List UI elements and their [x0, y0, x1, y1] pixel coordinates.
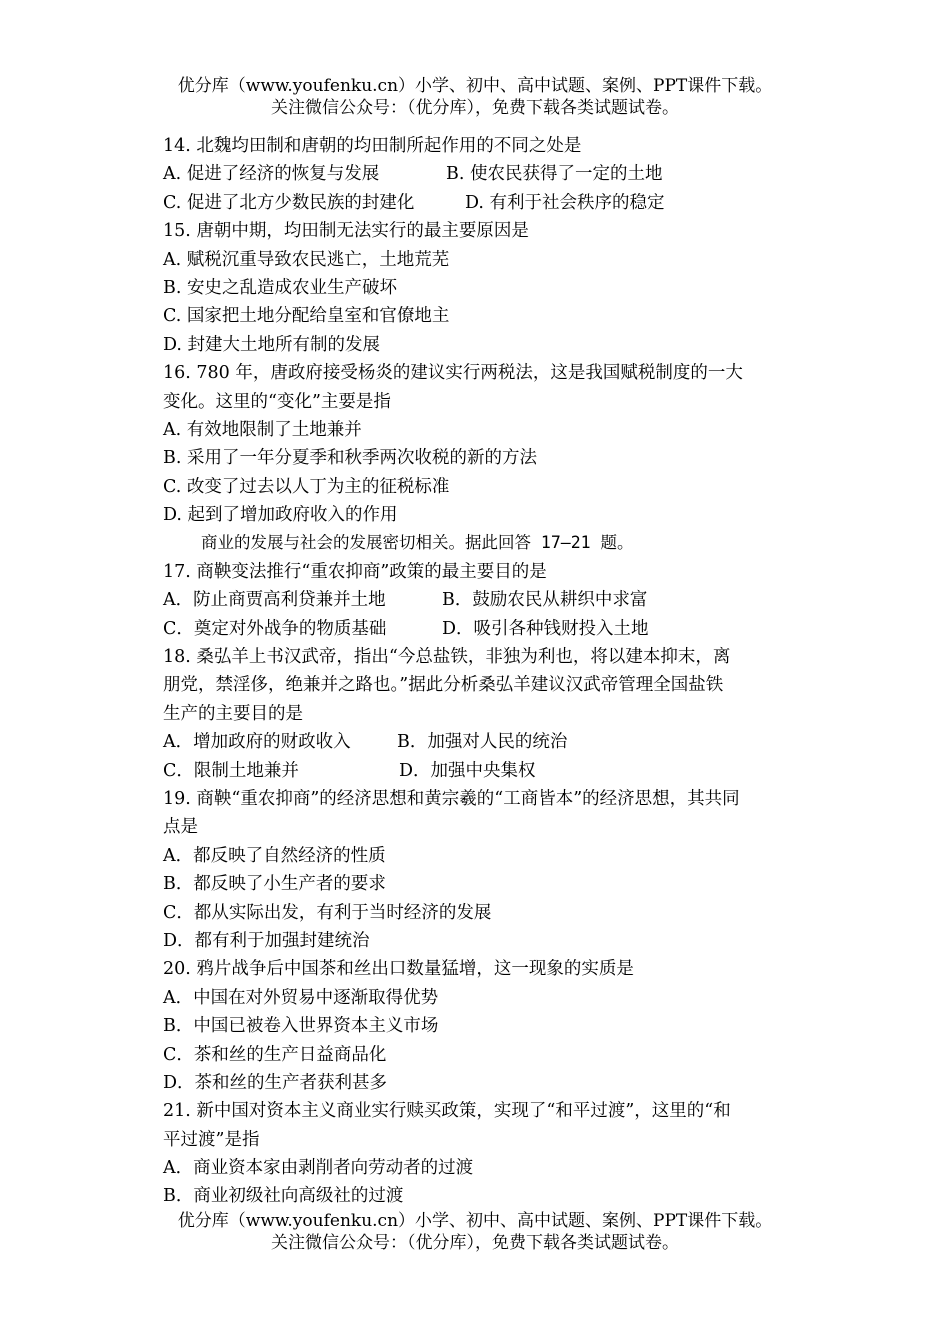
question-20	[163, 955, 793, 1097]
option-row	[163, 160, 793, 188]
option-d: D．茶和丝的生产者获利甚多	[163, 1072, 388, 1093]
option-b: B．中国已被卷入世界资本主义市场	[163, 1016, 439, 1037]
header-line-2: 关注微信公众号：（优分库），免费下载各类试题试卷。	[271, 98, 679, 118]
option-b: B. 采用了一年分夏季和秋季两次收税的新的方法	[163, 448, 537, 469]
option-c: C．都从实际出发，有利于当时经济的发展	[163, 902, 492, 923]
page-footer	[0, 1210, 950, 1254]
question-stem: 20. 鸦片战争后中国茶和丝出口数量猛增，这一现象的实质是	[163, 959, 634, 980]
option-d: D．都有利于加强封建统治	[163, 930, 370, 951]
option-c: C．限制土地兼并	[163, 760, 299, 781]
option-b: B. 使农民获得了一定的土地	[446, 164, 663, 185]
option-d: D. 有利于社会秩序的稳定	[465, 192, 665, 213]
option-c: C. 促进了北方少数民族的封建化	[163, 192, 415, 213]
option-d: D．加强中央集权	[399, 760, 536, 781]
question-stem-line-2: 变化。这里的“变化”主要是指	[163, 391, 391, 412]
question-stem-line-2: 朋党，禁淫侈，绝兼并之路也。”据此分析桑弘羊建议汉武帝管理全国盐铁	[163, 675, 724, 696]
option-a: A．商业资本家由剥削者向劳动者的过渡	[163, 1158, 474, 1179]
question-18	[163, 643, 793, 785]
question-stem-line-1: 16. 780 年，唐政府接受杨炎的建议实行两税法，这是我国赋税制度的一大	[163, 363, 743, 384]
question-stem: 15. 唐朝中期，均田制无法实行的最主要原因是	[163, 221, 529, 242]
option-b: B．都反映了小生产者的要求	[163, 874, 386, 895]
option-d: D．吸引各种钱财投入土地	[442, 618, 649, 639]
option-c: C. 改变了过去以人丁为主的征税标准	[163, 476, 450, 497]
option-b: B．商业初级社向高级社的过渡	[163, 1186, 404, 1207]
option-row	[163, 615, 793, 643]
option-a: A. 促进了经济的恢复与发展	[163, 164, 380, 185]
option-b: B．鼓励农民从耕织中求富	[442, 590, 648, 611]
question-stem-line-2: 点是	[163, 817, 198, 838]
question-16	[163, 359, 793, 529]
option-c: C．奠定对外战争的物质基础	[163, 618, 387, 639]
question-stem-line-1: 21. 新中国对资本主义商业实行赎买政策，实现了“和平过渡”，这里的“和	[163, 1101, 731, 1122]
question-stem-line-1: 18. 桑弘羊上书汉武帝，指出“今总盐铁，非独为利也，将以建本抑末，离	[163, 647, 731, 668]
option-a: A．防止商贾高利贷兼并土地	[163, 590, 386, 611]
option-b: B. 安史之乱造成农业生产破坏	[163, 277, 397, 298]
question-15	[163, 217, 793, 359]
header-line-1: 优分库（www.youfenku.cn）小学、初中、高中试题、案例、PPT课件下载。	[177, 76, 773, 96]
question-19	[163, 785, 793, 955]
question-stem-line-3: 生产的主要目的是	[163, 703, 303, 724]
option-row	[163, 757, 793, 785]
question-17	[163, 558, 793, 643]
question-14	[163, 132, 793, 217]
option-row	[163, 586, 793, 614]
option-d: D. 起到了增加政府收入的作用	[163, 505, 398, 526]
footer-line-1: 优分库（www.youfenku.cn）小学、初中、高中试题、案例、PPT课件下载。	[177, 1211, 773, 1231]
option-a: A．增加政府的财政收入	[163, 732, 351, 753]
option-c: C. 国家把土地分配给皇室和官僚地主	[163, 306, 450, 327]
question-stem-line-2: 平过渡”是指	[163, 1129, 260, 1150]
question-stem: 14. 北魏均田制和唐朝的均田制所起作用的不同之处是	[163, 136, 582, 156]
option-a: A．中国在对外贸易中逐渐取得优势	[163, 987, 439, 1008]
footer-line-2: 关注微信公众号：（优分库），免费下载各类试题试卷。	[271, 1233, 679, 1253]
option-b: B．加强对人民的统治	[397, 732, 568, 753]
option-a: A. 赋税沉重导致农民逃亡，土地荒芜	[163, 249, 450, 270]
option-row	[163, 189, 793, 217]
question-stem: 17. 商鞅变法推行“重农抑商”政策的最主要目的是	[163, 561, 547, 582]
question-21	[163, 1097, 793, 1211]
option-d: D. 封建大土地所有制的发展	[163, 334, 381, 355]
question-body	[163, 132, 793, 1211]
option-a: A．都反映了自然经济的性质	[163, 845, 386, 866]
option-c: C．茶和丝的生产日益商品化	[163, 1044, 387, 1065]
section-intro: 商业的发展与社会的发展密切相关。据此回答 17—21 题。	[201, 533, 634, 553]
option-row	[163, 728, 793, 756]
page-header	[0, 75, 950, 119]
option-a: A. 有效地限制了土地兼并	[163, 419, 362, 440]
question-stem-line-1: 19. 商鞅“重农抑商”的经济思想和黄宗羲的“工商皆本”的经济思想，其共同	[163, 788, 740, 809]
